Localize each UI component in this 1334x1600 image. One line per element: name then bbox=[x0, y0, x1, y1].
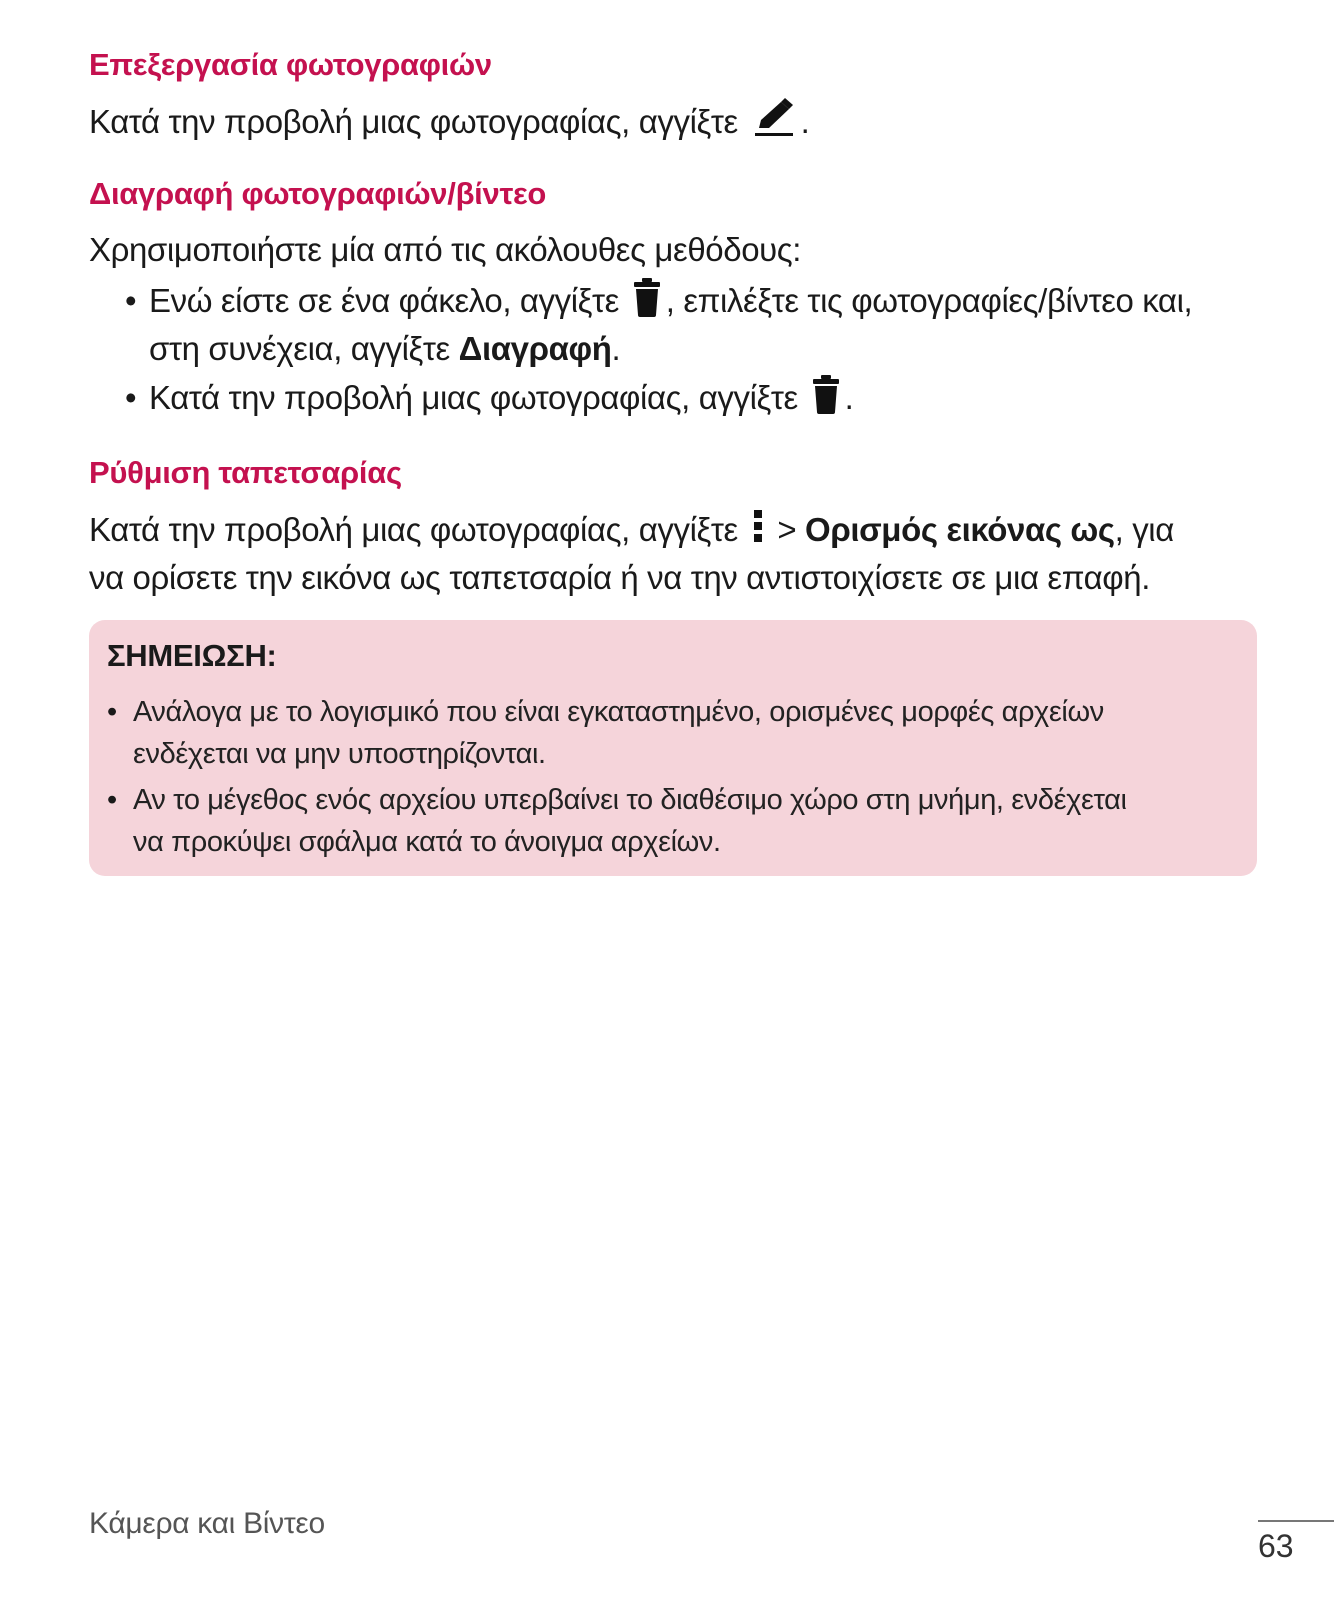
footer-divider bbox=[1258, 1520, 1334, 1522]
more-options-icon bbox=[751, 506, 765, 559]
delete-bullet-2: Κατά την προβολή μιας φωτογραφίας, αγγίξτε . bbox=[149, 374, 853, 427]
edit-photos-text: Κατά την προβολή μιας φωτογραφίας, αγγίξτε . bbox=[89, 98, 809, 151]
delete-bullet-1-line-1: Ενώ είστε σε ένα φάκελο, αγγίξτε , επιλέξτε τις φωτογραφίες/βίντεο και, bbox=[149, 277, 1192, 330]
wallpaper-line-2: να ορίσετε την εικόνα ως ταπετσαρία ή να την αντιστοιχίσετε σε μια επαφή. bbox=[89, 559, 1151, 596]
footer-section-title: Κάμερα και Βίντεο bbox=[89, 1507, 325, 1540]
note-bullet-2-line-2: να προκύψει σφάλμα κατά το άνοιγμα αρχείων. bbox=[133, 826, 721, 858]
bullet-dot: • bbox=[125, 282, 137, 319]
note-title: ΣΗΜΕΙΩΣΗ: bbox=[107, 638, 277, 673]
delete-intro: Χρησιμοποιήστε μία από τις ακόλουθες μεθόδους: bbox=[89, 231, 802, 268]
note-bullet-1-line-2: ενδέχεται να μην υποστηρίζονται. bbox=[133, 738, 546, 770]
bullet-dot: • bbox=[107, 784, 118, 816]
bullet-dot: • bbox=[125, 379, 137, 416]
note-bullet-2-line-1: Αν το μέγεθος ενός αρχείου υπερβαίνει το διαθέσιμο χώρο στη μνήμη, ενδέχεται bbox=[133, 784, 1127, 816]
heading-wallpaper: Ρύθμιση ταπετσαρίας bbox=[89, 455, 402, 490]
page-number: 63 bbox=[1258, 1528, 1294, 1564]
heading-delete-photos: Διαγραφή φωτογραφιών/βίντεο bbox=[89, 176, 547, 211]
edit-pencil-icon bbox=[751, 98, 797, 151]
note-box bbox=[89, 620, 1257, 876]
trash-icon bbox=[811, 374, 841, 427]
set-image-as-label: Ορισμός εικόνας ως bbox=[805, 511, 1115, 549]
delete-bullet-1-line-2: στη συνέχεια, αγγίξτε Διαγραφή. bbox=[149, 330, 621, 367]
delete-label: Διαγραφή bbox=[458, 330, 612, 367]
wallpaper-line-1: Κατά την προβολή μιας φωτογραφίας, αγγίξτε > Ορισμός εικόνας ως, για bbox=[89, 506, 1174, 559]
bullet-dot: • bbox=[107, 696, 118, 728]
trash-icon bbox=[632, 277, 662, 330]
heading-edit-photos: Επεξεργασία φωτογραφιών bbox=[89, 47, 492, 82]
note-bullet-1-line-1: Ανάλογα με το λογισμικό που είναι εγκαταστημένο, ορισμένες μορφές αρχείων bbox=[133, 696, 1104, 728]
